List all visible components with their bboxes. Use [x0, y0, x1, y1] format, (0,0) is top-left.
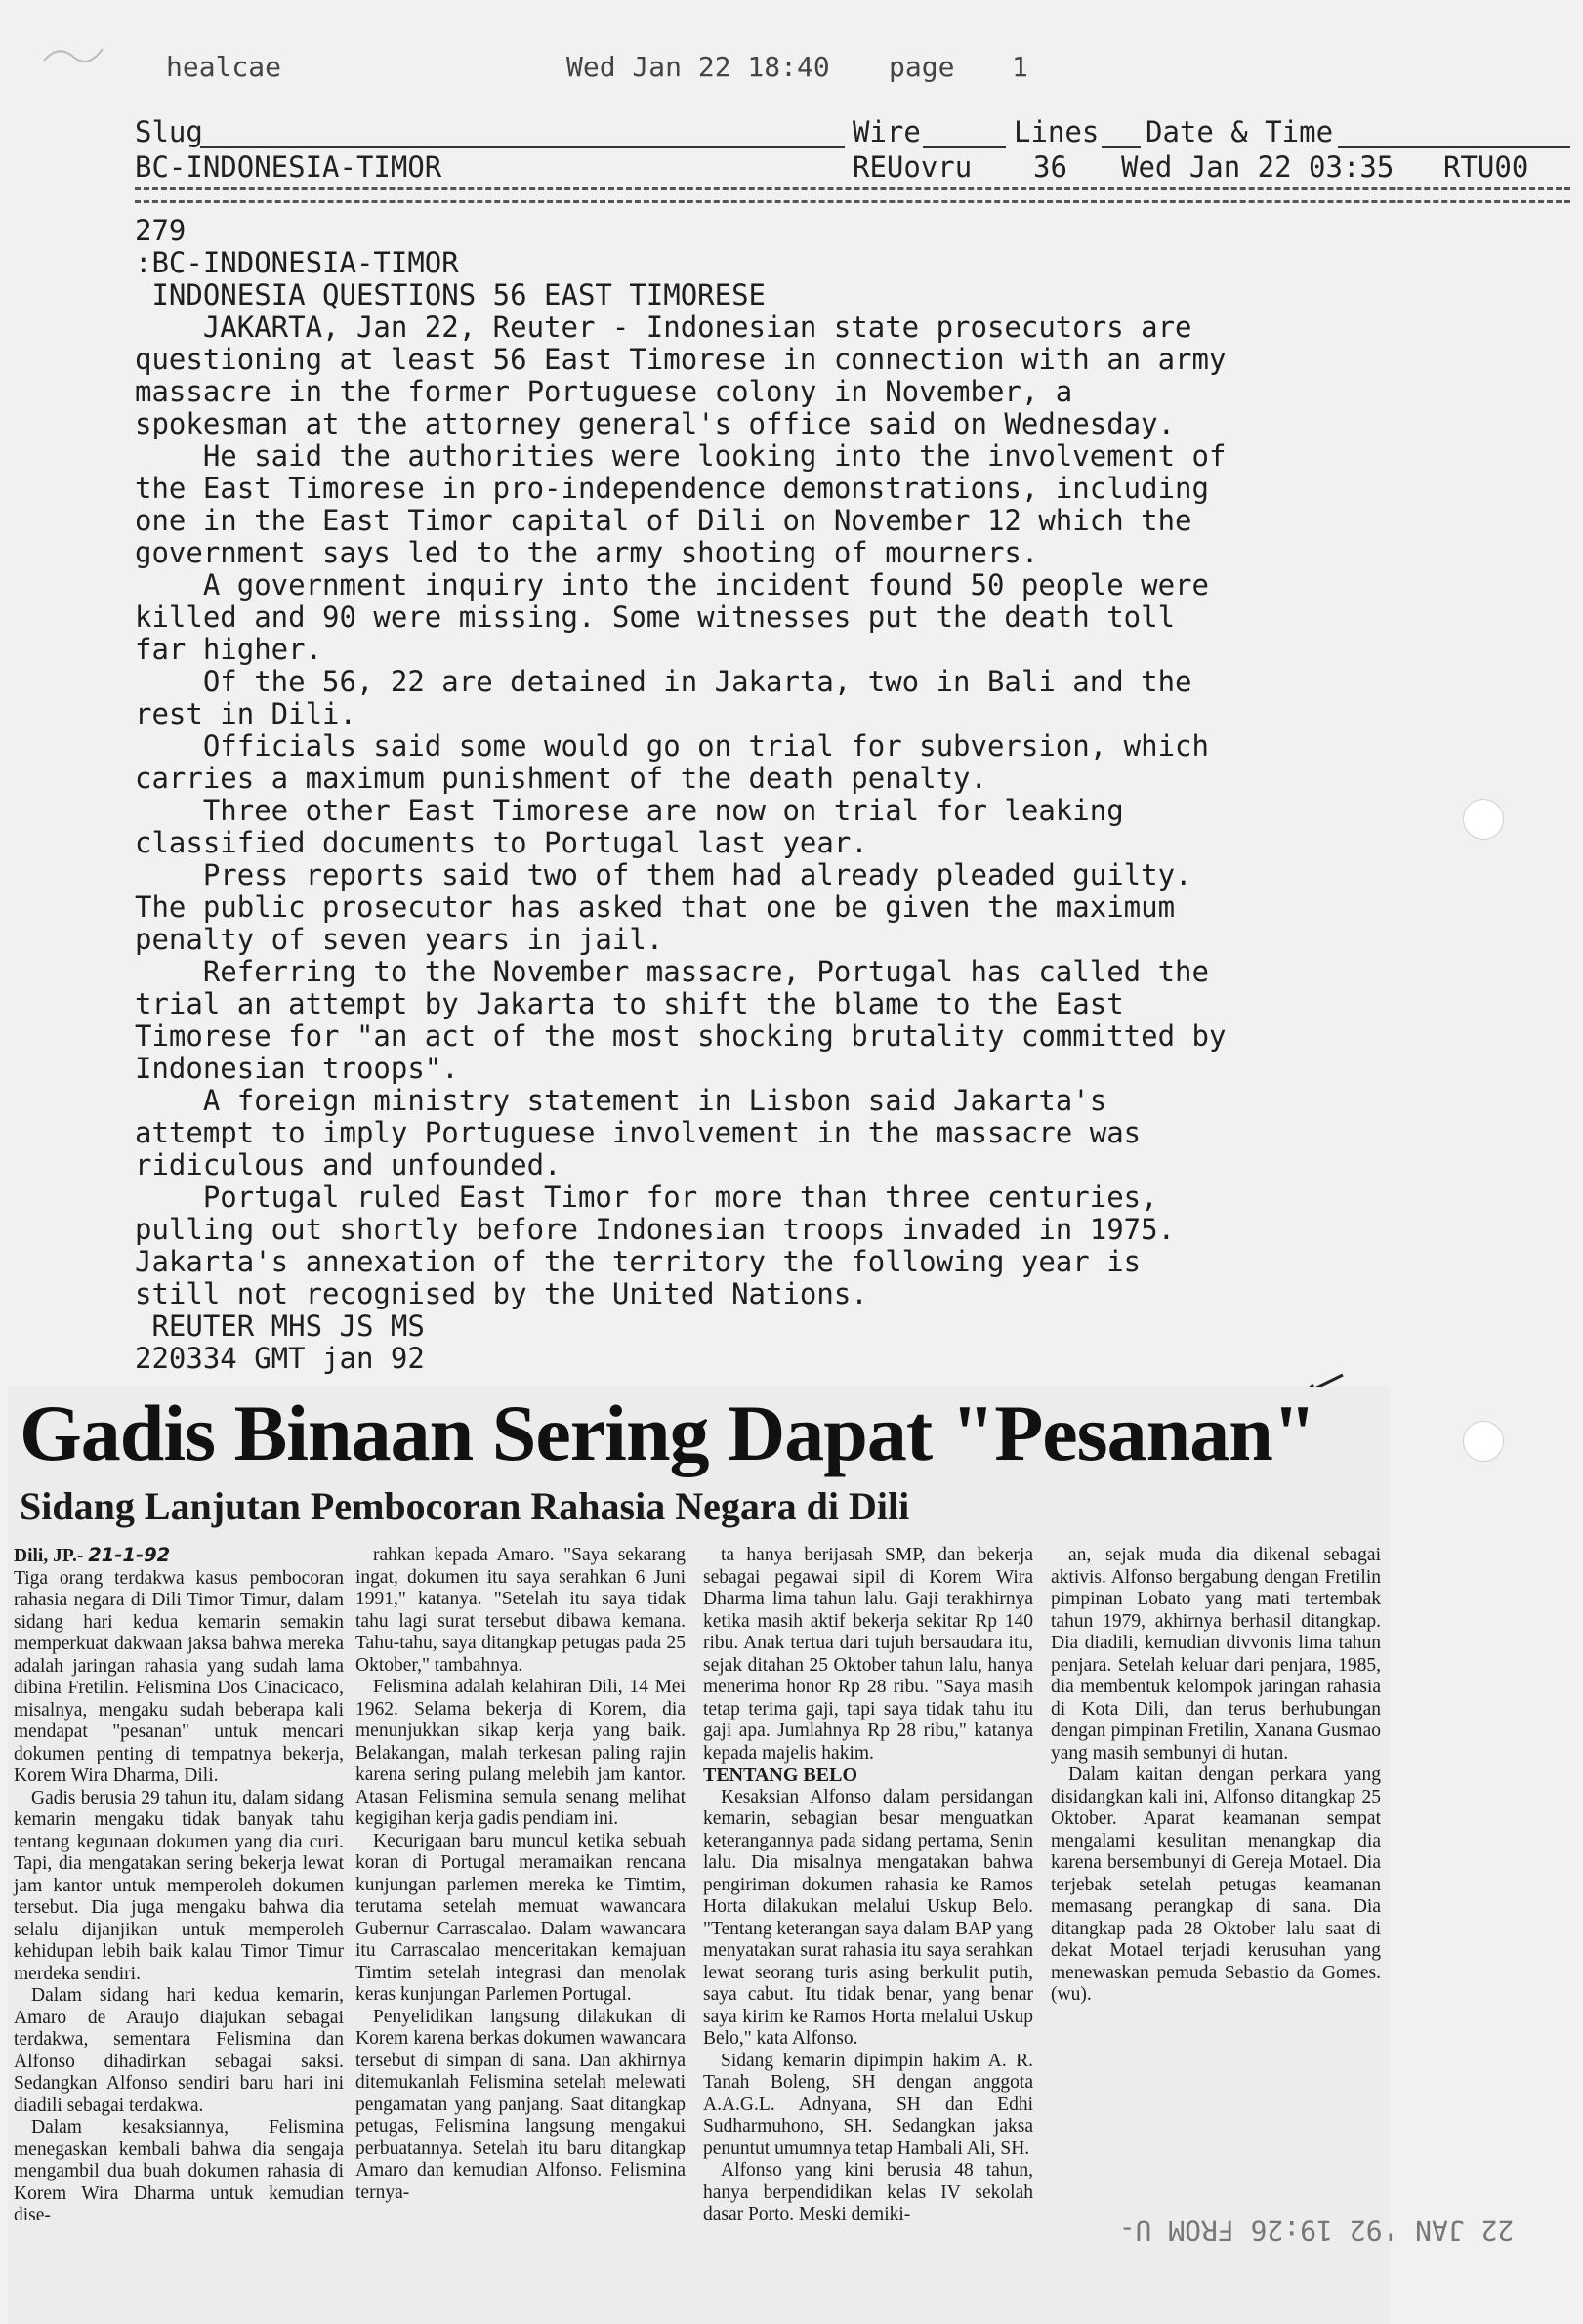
article-column-1	[14, 1545, 344, 2227]
story-line: Press reports said two of them had already pleaded guilty.	[135, 858, 1192, 892]
column-3-after-heading	[703, 1787, 1033, 2226]
punch-hole	[1463, 1421, 1504, 1462]
story-line: Jakarta's annexation of the territory the following year is	[135, 1245, 1142, 1278]
story-line: Portugal ruled East Timor for more than three centuries,	[135, 1181, 1158, 1214]
datetime-value: Wed Jan 22 03:35	[1121, 150, 1395, 184]
story-line: 279	[135, 214, 187, 247]
slug-underline	[200, 146, 845, 148]
article-paragraph: Kesaksian Alfonso dalam persidangan kemarin, sebagian besar menguatkan keterangannya pada sidang pertama, Senin lalu. Dia misalnya mengatakan bahwa pengiriman dokumen rahasia ke Ramos Horta dilakukan melalui Uskup Belo. "Tentang keterangan saya dalam BAP yang menyatakan surat rahasia itu saya serahkan lewat seorang turis asing berkulit putih, saya cabut. Itu tidak benar, yang benar saya kirim ke Ramos Horta melalui Uskup Belo," kata Alfonso.	[703, 1786, 1033, 2049]
article-paragraph: rahkan kepada Amaro. "Saya sekarang ingat, dokumen itu saya serahkan 6 Juni 1991," katanya. "Setelah itu saya tidak tahu lagi surat tersebut dibawa kemana. Tahu-tahu, saya ditangkap petugas pada 25 Oktober," tambahnya.	[355, 1545, 686, 1676]
lines-label: Lines	[1014, 115, 1100, 148]
story-line: Of the 56, 22 are detained in Jakarta, two in Bali and the	[135, 665, 1192, 698]
column-3-body	[703, 1545, 1033, 1764]
story-line: Officials said some would go on trial for subversion, which	[135, 729, 1209, 763]
story-line: Indonesian troops".	[135, 1052, 459, 1085]
newspaper-clipping	[8, 1387, 1390, 2324]
article-paragraph: Felismina adalah kelahiran Dili, 14 Mei 1962. Selama bekerja di Korem, dia menunjukkan sikap kerja yang baik. Belakangan, malah terkesan paling rajin karena sering pulang melebih jam kantor. Atasan Felismina semula senang melihat kegigihan kerja gadis pendiam ini.	[355, 1677, 686, 1829]
article-paragraph: Gadis berusia 29 tahun itu, dalam sidang kemarin mengaku tidak banyak tahu tentang kegunaan dokumen yang dia curi. Tapi, dia mengatakan sering bekerja lewat jam kantor untuk memperoleh dokumen tersebut. Dia juga mengaku bahwa dia selalu dijanjikan untuk memperoleh kehidupan lebih baik kalau Timor Timur merdeka sendiri.	[14, 1787, 344, 1984]
fax-transmission-stamp: 22 JAN '92 19:26 FROM U-	[1118, 2215, 1515, 2247]
article-column-4	[1051, 1545, 1381, 2007]
story-line: one in the East Timor capital of Dili on November 12 which the	[135, 504, 1192, 537]
story-line: massacre in the former Portuguese colony in November, a	[135, 375, 1073, 408]
slug-value: BC-INDONESIA-TIMOR	[135, 150, 442, 184]
article-paragraph: Tiga orang terdakwa kasus pembocoran rahasia negara di Dili Timor Timur, dalam sidang hari kedua kemarin semakin memperkuat dakwaan jaksa bahwa mereka adalah jaringan rahasia yang sudah lama dibina Fretilin. Felismina Dos Cinacicaco, misalnya, mengaku sudah beberapa kali mendapat "pesanan" untuk mencari dokumen penting di tempatnya bekerja, Korem Wira Dharma, Dili.	[14, 1567, 344, 1786]
story-line: government says led to the army shooting of mourners.	[135, 536, 1039, 569]
wire-underline	[923, 146, 1006, 148]
header-datetime: Wed Jan 22 18:40	[566, 51, 830, 83]
section-heading: TENTANG BELO	[703, 1764, 857, 1786]
article-paragraph: Dalam kaitan dengan perkara yang disidangkan kali ini, Alfonso ditangkap 25 Oktober. Aparat keamanan sempat mengalami kesulitan menangkap dia karena bersembunyi di Gereja Motael. Dia terjebak setelah petugas keamanan memasang perangkap di sana. Dia ditangkap pada 28 Oktober lalu saat di dekat Motael terjadi kerusuhan yang menewaskan pemuda Sebastio da Gomes. (wu).	[1051, 1764, 1381, 2005]
story-line: far higher.	[135, 633, 323, 666]
punch-hole	[1463, 799, 1504, 840]
story-line: rest in Dili.	[135, 697, 356, 730]
article-paragraph: Dalam kesaksiannya, Felismina menegaskan kembali bahwa dia sengaja mengambil dua buah dokumen rahasia di Korem Wira Dharma untuk kemudian dise-	[14, 2117, 344, 2225]
story-line: Referring to the November massacre, Portugal has called the	[135, 955, 1209, 988]
story-line: JAKARTA, Jan 22, Reuter - Indonesian state prosecutors are	[135, 311, 1192, 344]
story-line: attempt to imply Portuguese involvement in the massacre was	[135, 1116, 1142, 1149]
story-line: penalty of seven years in jail.	[135, 923, 664, 956]
wire-value: REUovru	[853, 150, 973, 184]
article-paragraph: Kecurigaan baru muncul ketika sebuah koran di Portugal meramaikan rencana kunjungan parlemen mereka ke Timtim, terutama setelah memuat wawancara Gubernur Carrascalao. Dalam wawancara itu Carrascalao menceritakan kemajuan Timtim setelah integrasi dan menolak keras kunjungan Parlemen Portugal.	[355, 1830, 686, 2005]
story-line: the East Timorese in pro-independence demonstrations, including	[135, 472, 1209, 505]
clipping-subheadline: Sidang Lanjutan Pembocoran Rahasia Negara di Dili	[20, 1484, 910, 1528]
wire-label: Wire	[853, 115, 921, 148]
story-line: A government inquiry into the incident found 50 people were	[135, 568, 1209, 602]
story-line: A foreign ministry statement in Lisbon said Jakarta's	[135, 1084, 1107, 1117]
story-line: He said the authorities were looking into the involvement of	[135, 439, 1227, 473]
article-column-2	[355, 1545, 686, 2204]
handwritten-date: 21-1-92	[88, 1544, 171, 1566]
article-paragraph: Penyelidikan langsung dilakukan di Korem karena berkas dokumen wawancara tersebut di simpan di sana. Dan akhirnya ditemukanlah Felismina setelah melewati pengamatan yang panjang. Saat ditangkap petugas, Felismina langsung mengakui perbuatannya. Setelah itu baru ditangkap Amaro dan kemudian Alfonso. Felismina ternya-	[355, 2006, 686, 2203]
story-line: killed and 90 were missing. Some witnesses put the death toll	[135, 601, 1176, 634]
article-paragraph: Alfonso yang kini berusia 48 tahun, hanya berpendidikan kelas IV sekolah dasar Porto. Meski demiki-	[703, 2160, 1033, 2224]
datetime-underline	[1338, 146, 1570, 148]
article-paragraph: ta hanya berijasah SMP, dan bekerja sebagai pegawai sipil di Korem Wira Dharma lima tahun lalu. Gaji terakhirnya ketika masih aktif bekerja sekitar Rp 140 ribu. Anak tertua dari tujuh bersaudara itu, sejak ditahan 25 Oktober tahun lalu, hanya menerima honor Rp 28 ribu. "Saya masih tetap terima gaji, tapi saya tidak tahu itu gaji apa. Jumlahnya Rp 28 ribu," katanya kepada majelis hakim.	[703, 1545, 1033, 1764]
story-line: still not recognised by the United Nations.	[135, 1277, 868, 1310]
header-page-number: 1	[1012, 51, 1028, 83]
header-page-label: page	[889, 51, 955, 83]
dateline: Dili, JP.-	[14, 1546, 84, 1566]
story-line: INDONESIA QUESTIONS 56 EAST TIMORESE	[135, 278, 767, 311]
story-line: 220334 GMT jan 92	[135, 1342, 425, 1375]
lines-value: 36	[1033, 150, 1067, 184]
article-paragraph: Sidang kemarin dipimpin hakim A. R. Tanah Boleng, SH dengan anggota A.A.G.L. Adnyana, SH dan Edhi Sudharmuhono, SH. Sedangkan jaksa penuntut umumnya tetap Hambali Ali, SH.	[703, 2050, 1033, 2159]
story-line: ridiculous and unfounded.	[135, 1148, 562, 1182]
dashed-divider	[135, 187, 1570, 203]
article-column-3	[703, 1545, 1033, 2226]
clipping-headline: Gadis Binaan Sering Dapat "Pesanan"	[20, 1389, 1316, 1477]
story-line: classified documents to Portugal last year.	[135, 826, 868, 859]
slug-field-row	[135, 115, 1570, 150]
story-line: pulling out shortly before Indonesian troops invaded in 1975.	[135, 1213, 1176, 1246]
story-line: :BC-INDONESIA-TIMOR	[135, 246, 459, 279]
lines-underline	[1102, 146, 1141, 148]
story-line: Timorese for "an act of the most shocking brutality committed by	[135, 1019, 1227, 1053]
code-value: RTU00	[1443, 150, 1529, 184]
story-line: REUTER MHS JS MS	[135, 1309, 425, 1343]
column-1-body	[14, 1568, 344, 2227]
article-paragraph: an, sejak muda dia dikenal sebagai aktivis. Alfonso bergabung dengan Fretilin pimpinan Lobato yang mati tertembak tahun 1979, akhirnya berhasil ditangkap. Dia diadili, kemudian divvonis lima tahun penjara. Setelah keluar dari penjara, 1985, dia membentuk kelompok jaringan rahasia di Kota Dili, dan terus berhubungan dengan pimpinan Fretilin, Xanana Gusmao yang masih sembunyi di hutan.	[1051, 1545, 1381, 1764]
datetime-label: Date & Time	[1146, 115, 1334, 148]
story-line: spokesman at the attorney general's office said on Wednesday.	[135, 407, 1176, 440]
header-host: healcae	[166, 51, 282, 83]
story-line: The public prosecutor has asked that one be given the maximum	[135, 891, 1176, 924]
story-line: trial an attempt by Jakarta to shift the blame to the East	[135, 987, 1124, 1020]
slug-label: Slug	[135, 115, 203, 148]
story-line: Three other East Timorese are now on trial for leaking	[135, 794, 1124, 827]
story-line: carries a maximum punishment of the death penalty.	[135, 762, 987, 795]
slug-value-row	[135, 150, 1570, 186]
story-line: questioning at least 56 East Timorese in connection with an army	[135, 343, 1227, 376]
article-paragraph: Dalam sidang hari kedua kemarin, Amaro de Araujo diajukan sebagai terdakwa, sementara Felismina dan Alfonso dihadirkan sebagai saksi. Sedangkan Alfonso sendiri baru hari ini diadili sebagai terdakwa.	[14, 1985, 344, 2116]
